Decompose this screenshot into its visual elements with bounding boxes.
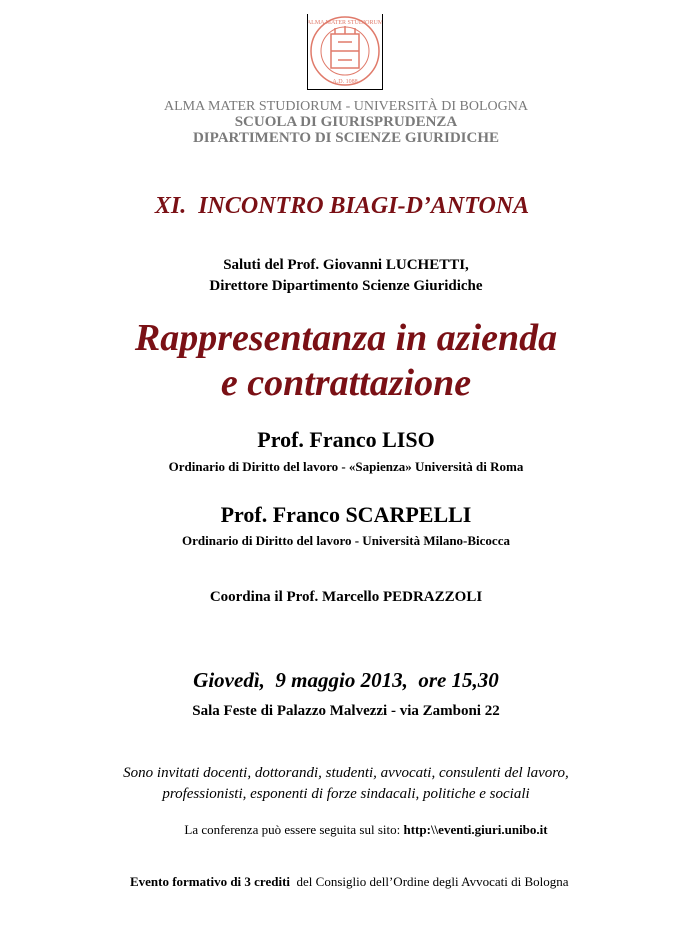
speaker-1-role: Ordinario di Diritto del lavoro - «Sapienza» Università di Roma [168,459,524,474]
coordinator: Coordina il Prof. Marcello PEDRAZZOLI [209,589,483,605]
stream-url-link[interactable]: http:\\eventi.giuri.unibo.it [403,822,548,837]
credits-rest: del Consiglio dell’Ordine degli Avvocati di Bologna [293,874,569,889]
greetings-line1: Saluti del Prof. Giovanni LUCHETTI, [223,257,469,273]
title-line2: e contrattazione [220,362,472,404]
university-seal-logo [307,14,383,90]
credits-info [0,858,692,906]
invite-line2: professionisti, esponenti di forze sindacali, politiche e sociali [162,786,530,802]
svg-text:A.D. 1088: A.D. 1088 [332,79,358,85]
speaker-1-name: Prof. Franco LISO [257,427,435,452]
stream-label: La conferenza può essere seguita sul sito: [184,822,404,837]
credits-bold: Evento formativo di 3 crediti [129,874,294,889]
event-date: Giovedì, 9 maggio 2013, ore 15,30 [193,668,499,692]
title-line1: Rappresentanza in azienda [134,317,558,359]
university-name: ALMA MATER STUDIORUM - UNIVERSITÀ DI BOLOGNA [164,99,528,114]
stream-info [20,822,692,838]
greetings-line2: Direttore Dipartimento Scienze Giuridiche [209,278,483,294]
event-series: XI. INCONTRO BIAGI-D’ANTONA [154,193,530,219]
speaker-2-role: Ordinario di Diritto del lavoro - Università Milano-Bicocca [182,533,510,548]
invite-line1: Sono invitati docenti, dottorandi, studenti, avvocati, consulenti del lavoro, [123,765,569,781]
seal-text: ALMA MATER STUDIORUM [308,20,382,26]
event-venue: Sala Feste di Palazzo Malvezzi - via Zamboni 22 [192,703,500,719]
school-name: SCUOLA DI GIURISPRUDENZA [234,114,458,130]
department-name: DIPARTIMENTO DI SCIENZE GIURIDICHE [192,130,500,146]
speaker-2-name: Prof. Franco SCARPELLI [220,502,472,527]
